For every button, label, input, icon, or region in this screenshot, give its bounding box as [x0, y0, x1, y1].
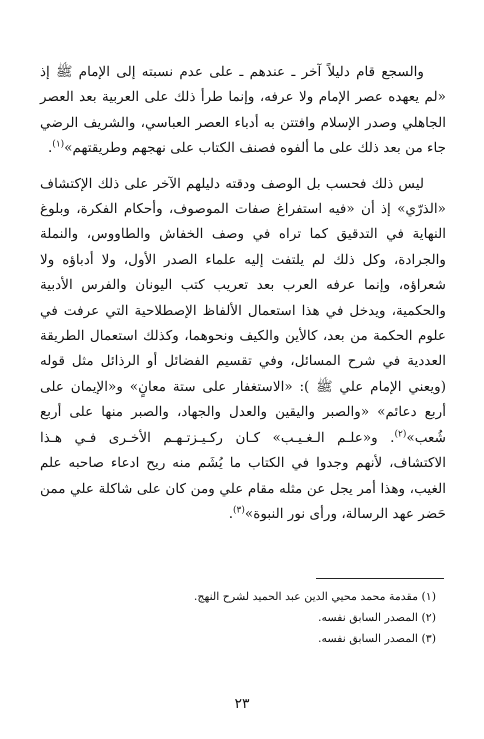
footnote-ref-1: (١) [52, 139, 65, 150]
footnote-3: (٣) المصدر السابق نفسه. [317, 632, 436, 645]
footnote-separator [316, 578, 444, 579]
footnote-ref-3: (٣) [233, 505, 245, 516]
footnote-2: (٢) المصدر السابق نفسه. [317, 611, 436, 624]
paragraph-1: والسجع قام دليلاً آخر ـ عندهم ـ على عدم نسبته إلى الإمام ﷺ إذ «لم يعهده عصر الإمام ولا عرفه، وإنما طرأ ذلك على العربية بعد العصر الجاهلي وصدر الإسلام وافتتن به أدباء العصر العباسي، والشريف الرضي جاء من بعد ذلك على ما ألفوه فصنف الكتاب على نهجهم وطريقتهم»$^{(١)}$. [40, 64, 446, 157]
main-text [40, 60, 446, 527]
paragraph-2: ليس ذلك فحسب بل الوصف ودقته دليلهم الآخر على ذلك الإكتشاف «الذرّي» إذ أن «فيه استفراغ صفات الموصوف، وأحكام الفكرة، وبلوغ النهاية في التدقيق كما تراه في وصف الخفاش والطاووس، والنملة والجرادة، وكل ذلك لم يلتفت إليه علماء الصدر الأول، ولا أدباؤه ولا شعراؤه، وإنما عرفه العرب بعد تعريب كتب اليونان والفرس الأدبية والحكمية، ويدخل في هذا استعمال الألفاظ الإصطلاحية التي عرفت في علوم الحكمة من بعد، كالأين والكيف ونحوهما، وكذلك استعمال الطريقة العددية في شرح المسائل، وفي تقسيم الفضائل أو الرذائل مثل قوله (ويعني الإمام علي ﷺ ): «الاستغفار على ستة معانٍ» و«الإيمان على أربع دعائم» «والصبر واليقين والعدل والجهاد، والصبر منها على أربع شُعب»$^{(٢)}$. و«علـم الـغـيـب» كـان ركـيـزتـهـم الأخـرى فـي هـذا الاكتشاف، لأنهم وجدوا في الكتاب ما يُشَم منه ريح ادعاء صاحبه علم الغيب، وهذا أمر يجل عن مثله مقام علي ومن كان على شاكلة علي ممن حَضر عهد الرسالة، ورأى نور النبوة»$^{(٣)}$. [40, 175, 446, 522]
footnote-1: (١) مقدمة محمد محيي الدين عبد الحميد لشرح النهج. [193, 590, 436, 603]
footnotes [50, 586, 436, 649]
page-number: ٢٣ [234, 696, 250, 712]
footnote-ref-2: (٢) [394, 429, 407, 440]
